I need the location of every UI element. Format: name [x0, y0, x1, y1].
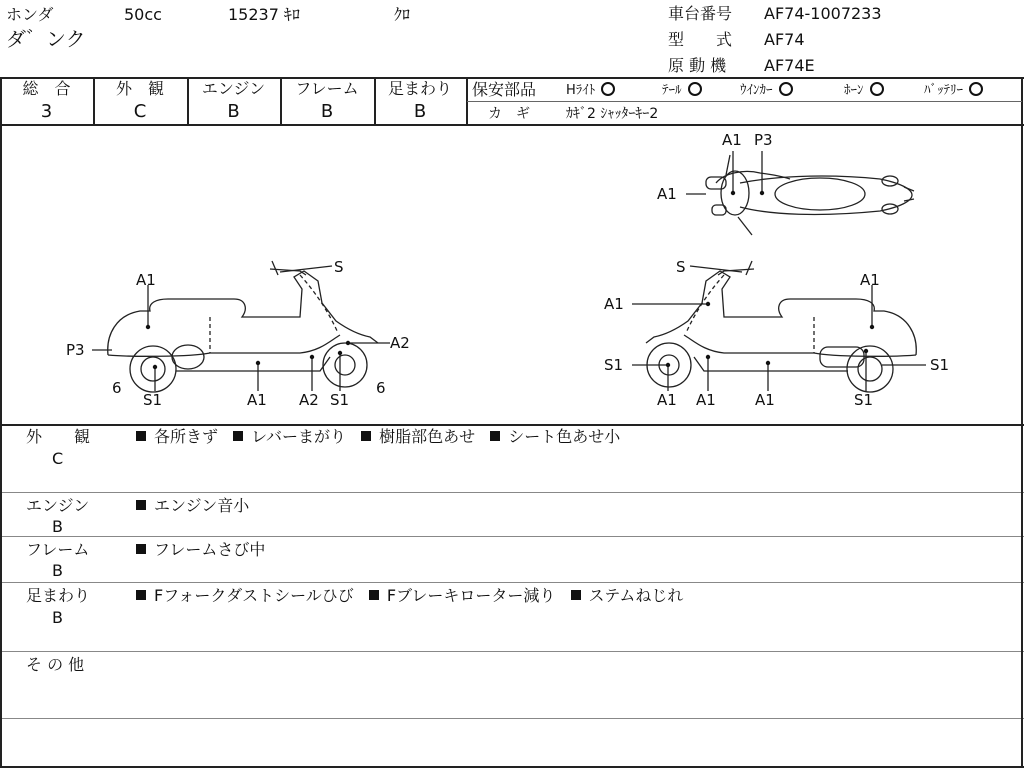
remark-item: Fブレーキローター減り	[386, 586, 556, 605]
diagram-label: A1	[136, 271, 156, 289]
frame-number-label: 車台番号	[668, 4, 733, 23]
safety-item-label: ﾊﾞｯﾃﾘｰ	[924, 83, 963, 98]
grade-engine-value: B	[227, 101, 240, 122]
safety-item-winker	[740, 82, 793, 100]
diagram-label: A1	[755, 391, 775, 409]
diagram-label: A1	[657, 185, 677, 203]
diagram-label: S	[676, 258, 686, 276]
divider	[0, 492, 1024, 493]
ok-mark-icon	[969, 82, 983, 96]
diagram-label: S1	[604, 356, 624, 374]
model-type: AF74	[764, 30, 805, 49]
engine-code: AF74E	[764, 56, 815, 75]
damage-diagram	[0, 125, 1022, 423]
diagram-label: A2	[299, 391, 319, 409]
diagram-label: A1	[604, 295, 624, 313]
grade-frame-value: B	[320, 101, 334, 122]
grade-exterior-value: C	[133, 101, 147, 122]
mileage: 15237 ｷﾛ	[228, 5, 300, 24]
grade-suspension-value: B	[413, 101, 427, 122]
remark-items-suspension	[136, 587, 693, 605]
remark-item: 各所きず	[154, 427, 219, 446]
bullet-square-icon	[361, 431, 371, 441]
leader-lines	[92, 151, 926, 391]
safety-item-label: ﾃｰﾙ	[662, 83, 682, 98]
grade-total-label: 総 合	[22, 79, 71, 98]
bullet-square-icon	[136, 590, 146, 600]
maker-name: ホンダ	[6, 5, 54, 24]
divider	[0, 424, 1024, 426]
grade-suspension-label: 足まわり	[387, 79, 452, 98]
remark-item: エンジン音小	[154, 496, 250, 515]
remark-item: 樹脂部色あせ	[379, 427, 476, 446]
engine-label: 原 動 機	[668, 56, 727, 75]
bullet-square-icon	[490, 431, 500, 441]
key-label: カ ギ	[488, 106, 530, 122]
diagram-label: S1	[143, 391, 163, 409]
diagram-label: S	[334, 258, 344, 276]
key-count: ｶｷﾞ2 ｼｬｯﾀｰｷｰ2	[566, 106, 659, 122]
bullet-square-icon	[233, 431, 243, 441]
bullet-square-icon	[136, 544, 146, 554]
safety-item-horn	[844, 82, 884, 100]
remark-items-frame	[136, 541, 275, 559]
remark-item: Fフォークダストシールひび	[154, 586, 354, 605]
grade-engine-label: エンジン	[201, 79, 266, 98]
remark-grade-frame: B	[52, 561, 63, 580]
bullet-square-icon	[369, 590, 379, 600]
remark-item: フレームさび中	[154, 540, 266, 559]
diagram-label: S1	[330, 391, 350, 409]
safety-parts-label: 保安部品	[472, 80, 537, 99]
safety-item-label: ｳｲﾝｶｰ	[740, 83, 773, 98]
diagram-label: P3	[66, 341, 85, 359]
bullet-square-icon	[136, 431, 146, 441]
diagram-label: A2	[390, 334, 410, 352]
displacement: 50cc	[124, 5, 162, 24]
diagram-label: 6	[112, 379, 122, 397]
body-color: ｸﾛ	[394, 5, 411, 24]
remark-category-frame: フレーム	[26, 540, 90, 559]
divider	[0, 536, 1024, 537]
diagram-label: P3	[754, 131, 773, 149]
safety-item-headlight	[566, 82, 615, 100]
bullet-square-icon	[571, 590, 581, 600]
divider	[0, 651, 1024, 652]
model-name: ダ゛ンク	[6, 27, 86, 51]
remark-item: レバーまがり	[251, 427, 346, 446]
diagram-label: A1	[696, 391, 716, 409]
grade-total-value: 3	[40, 101, 53, 122]
remark-grade-suspension: B	[52, 608, 63, 627]
type-label: 型 式	[668, 30, 733, 49]
remark-items-engine	[136, 497, 259, 515]
diagram-label: 6	[376, 379, 386, 397]
diagram-label: A1	[247, 391, 267, 409]
diagram-label: A1	[722, 131, 742, 149]
divider	[467, 101, 1022, 102]
divider	[0, 582, 1024, 583]
safety-item-tail	[662, 82, 702, 100]
remark-items-exterior	[136, 428, 630, 446]
grade-exterior-label: 外 観	[115, 79, 164, 98]
safety-item-battery	[924, 82, 983, 100]
safety-item-label: ﾎｰﾝ	[844, 83, 864, 98]
remark-item: シート色あせ小	[508, 427, 621, 446]
remark-category-exterior: 外 観	[26, 427, 91, 446]
grade-frame-label: フレーム	[295, 79, 359, 98]
remark-category-other: そ の 他	[26, 655, 85, 674]
bullet-square-icon	[136, 500, 146, 510]
frame-number: AF74-1007233	[764, 4, 882, 23]
ok-mark-icon	[779, 82, 793, 96]
scooter-top-view	[706, 155, 914, 235]
ok-mark-icon	[601, 82, 615, 96]
remark-grade-exterior: C	[52, 449, 64, 468]
diagram-label: A1	[860, 271, 880, 289]
remark-category-suspension: 足まわり	[26, 586, 91, 605]
diagram-label: A1	[657, 391, 677, 409]
diagram-label: S1	[930, 356, 950, 374]
remark-category-engine: エンジン	[26, 496, 90, 515]
divider	[0, 718, 1024, 719]
ok-mark-icon	[870, 82, 884, 96]
ok-mark-icon	[688, 82, 702, 96]
remark-item: ステムねじれ	[588, 586, 684, 605]
diagram-label: S1	[854, 391, 874, 409]
safety-item-label: Hﾗｲﾄ	[566, 83, 596, 98]
remark-grade-engine: B	[52, 517, 63, 536]
